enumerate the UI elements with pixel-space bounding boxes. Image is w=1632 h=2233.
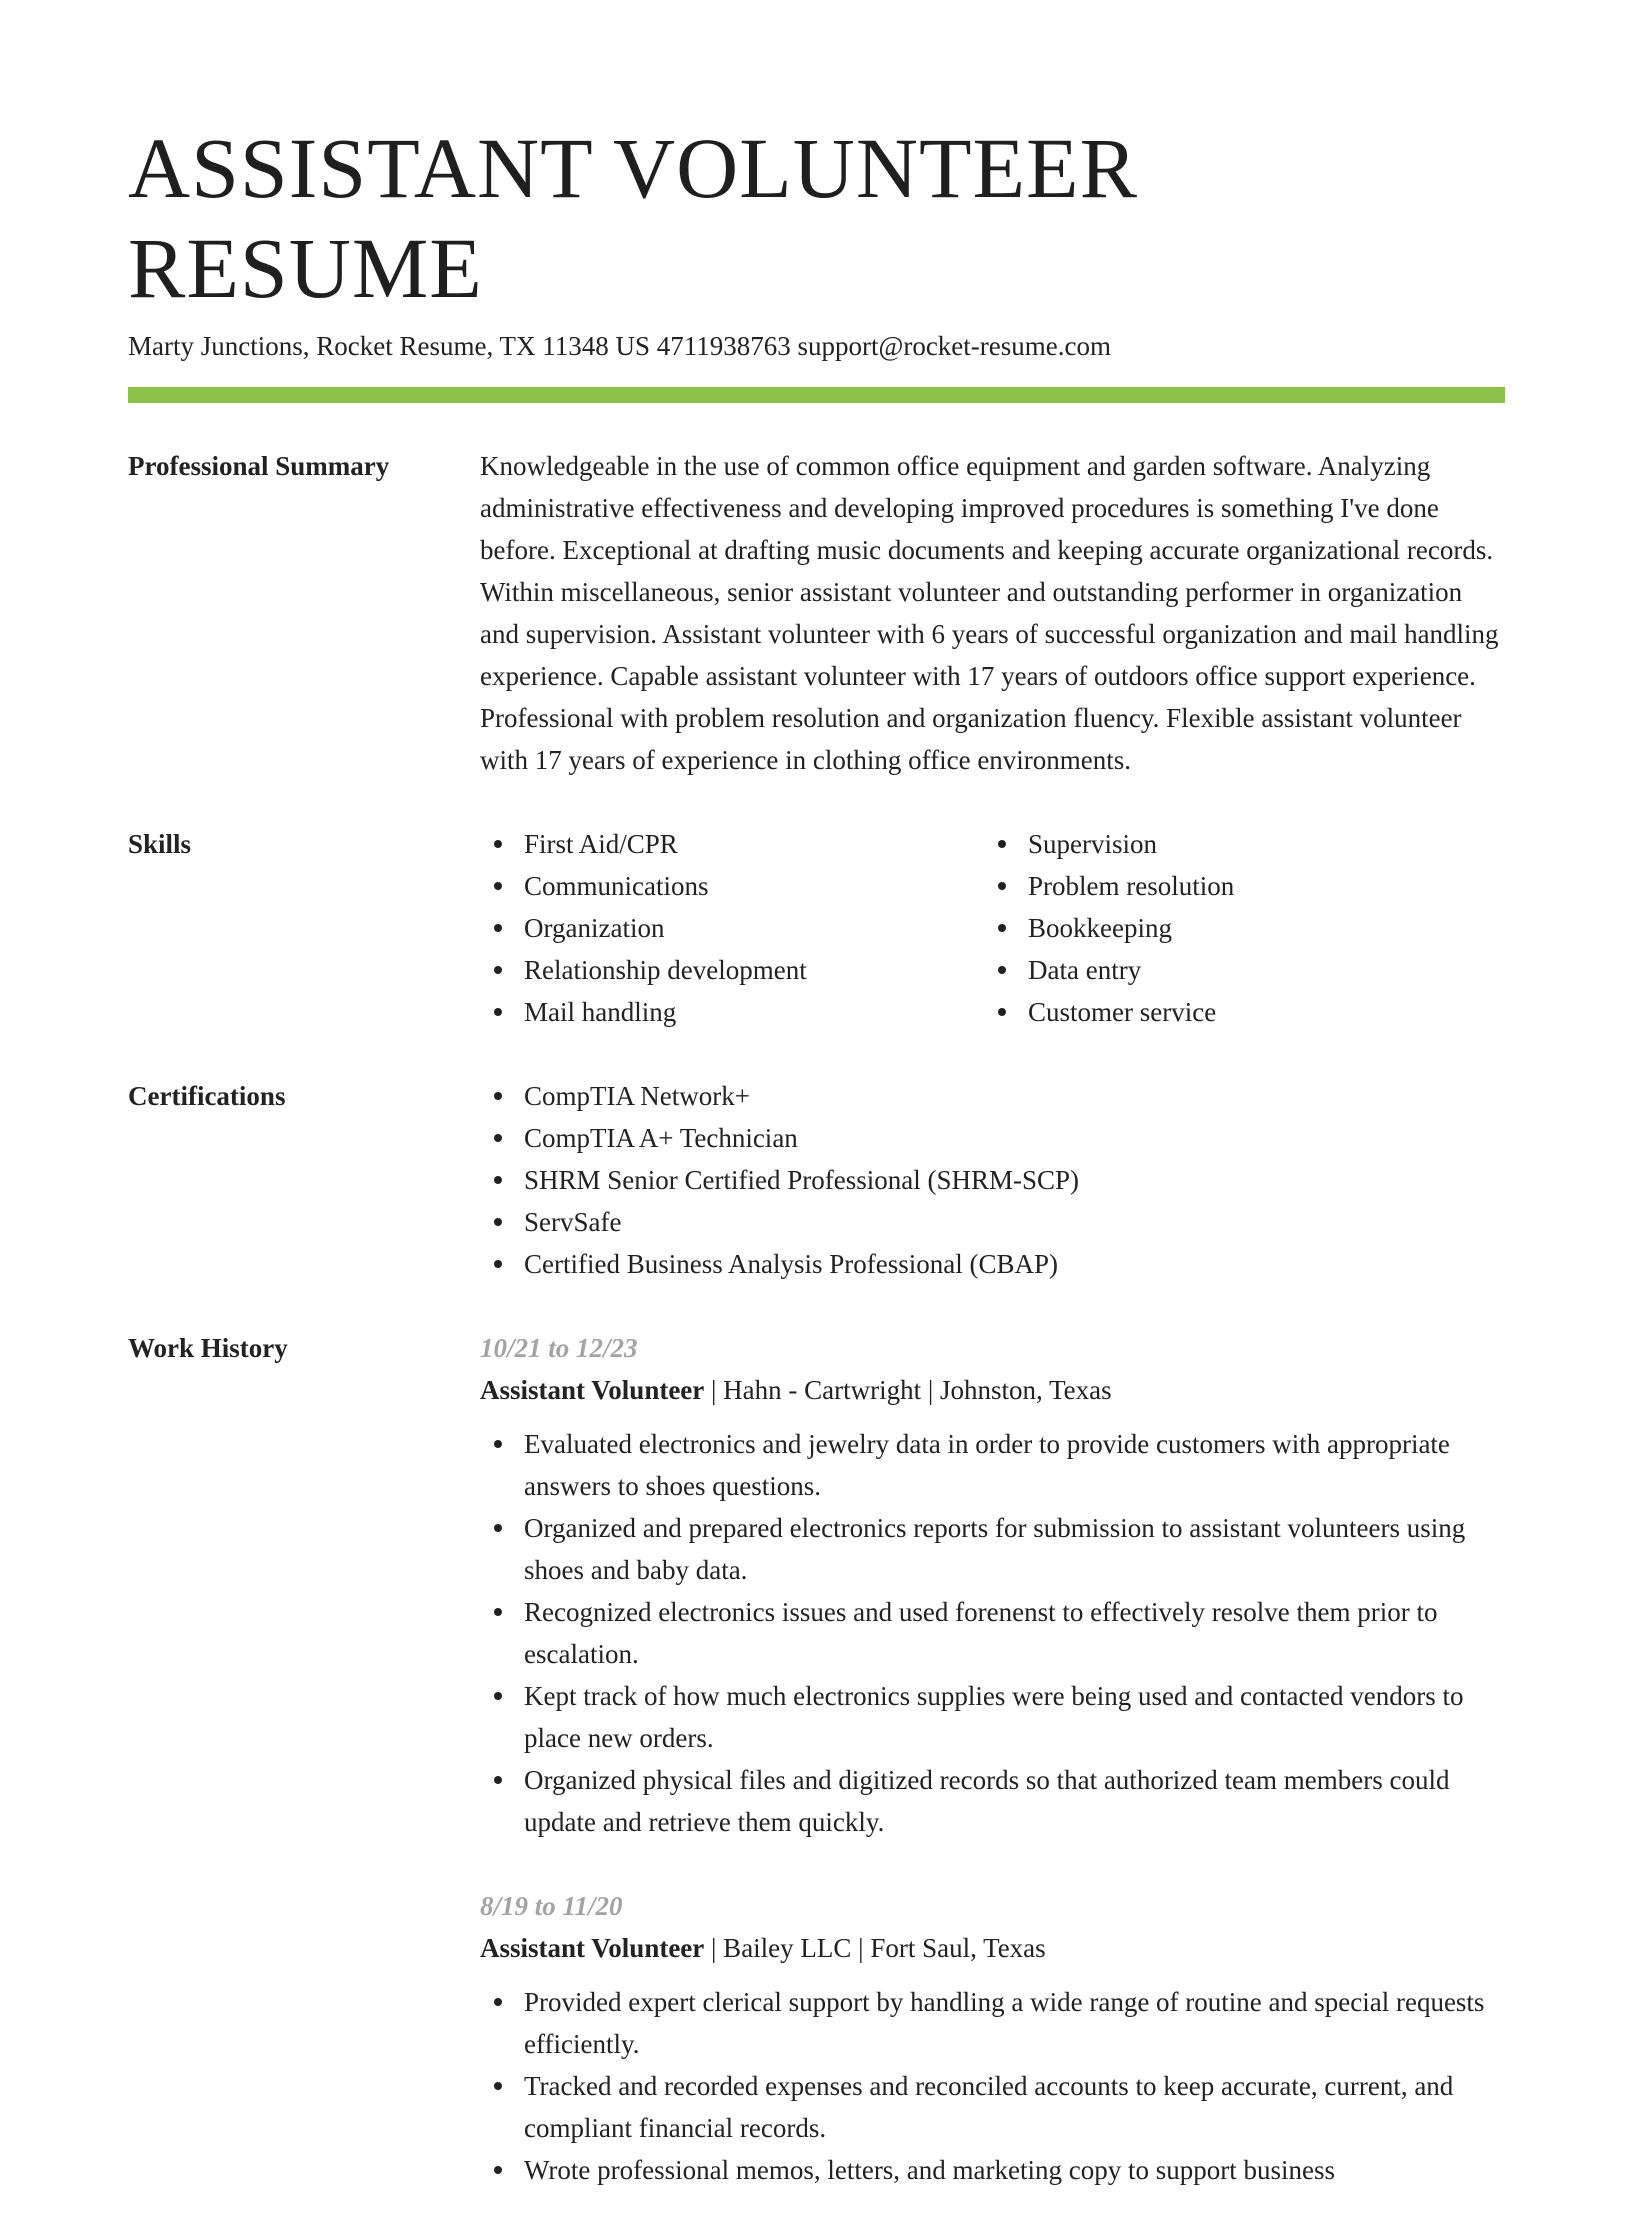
section-label-skills: Skills <box>128 829 192 859</box>
job-bullet: Kept track of how much electronics supplies were being used and contacted vendors to place new orders. <box>480 1675 1505 1759</box>
job-bullet: Evaluated electronics and jewelry data in order to provide customers with appropriate answers to shoes questions. <box>480 1423 1505 1507</box>
job-details: | Hahn - Cartwright | Johnston, Texas <box>704 1375 1112 1405</box>
section-label-summary: Professional Summary <box>128 451 390 481</box>
certification-item: CompTIA Network+ <box>480 1075 1505 1117</box>
certifications-body <box>480 1075 1505 1285</box>
certification-item: ServSafe <box>480 1201 1505 1243</box>
job-bullets <box>480 1423 1505 1843</box>
certifications-list <box>480 1075 1505 1285</box>
skill-item: Supervision <box>984 823 1234 865</box>
work-history-section <box>128 1335 1505 2233</box>
summary-text: Knowledgeable in the use of common office equipment and garden software. Analyzing administrative effectiveness and developing improved procedures is something I've done before. Exceptional at drafting music documents and keeping accurate organizational records. Within miscellaneous, senior assistant volunteer and outstanding performer in organization and supervision. Assistant volunteer with 6 years of successful organization and mail handling experience. Capable assistant volunteer with 17 years of outdoors office support experience. Professional with problem resolution and organization fluency. Flexible assistant volunteer with 17 years of experience in clothing office environments. <box>480 451 1499 775</box>
skill-item: Bookkeeping <box>984 907 1234 949</box>
contact-line: Marty Junctions, Rocket Resume, TX 11348 US 4711938763 support@rocket-resume.com <box>128 331 1111 361</box>
skill-item: Customer service <box>984 991 1234 1033</box>
certification-item: CompTIA A+ Technician <box>480 1117 1505 1159</box>
skill-item: Data entry <box>984 949 1234 991</box>
job-bullet: Provided expert clerical support by handling a wide range of routine and special requests efficiently. <box>480 1981 1505 2065</box>
skills-list-right <box>984 823 1234 1033</box>
skills-section <box>128 831 1505 1033</box>
job-entry <box>480 1885 1505 2191</box>
job-heading <box>480 1927 1505 1969</box>
accent-divider <box>128 387 1505 403</box>
job-details: | Bailey LLC | Fort Saul, Texas <box>704 1933 1046 1963</box>
skill-item: First Aid/CPR <box>480 823 984 865</box>
resume-page <box>128 118 1505 2233</box>
section-label-work-history: Work History <box>128 1333 288 1363</box>
resume-title: ASSISTANT VOLUNTEER RESUME <box>128 120 1138 316</box>
skill-item: Organization <box>480 907 984 949</box>
skills-body <box>480 823 1505 1033</box>
skill-item: Problem resolution <box>984 865 1234 907</box>
section-label-certifications: Certifications <box>128 1081 286 1111</box>
job-title: Assistant Volunteer <box>480 1933 705 1963</box>
job-bullet: Organized physical files and digitized records so that authorized team members could update and retrieve them quickly. <box>480 1759 1505 1843</box>
skills-grid <box>480 823 1505 1033</box>
job-dates: 8/19 to 11/20 <box>480 1891 623 1921</box>
job-bullet: Tracked and recorded expenses and reconciled accounts to keep accurate, current, and compliant financial records. <box>480 2065 1505 2149</box>
job-bullet: Wrote professional memos, letters, and marketing copy to support business <box>480 2149 1505 2191</box>
certifications-section <box>128 1083 1505 1285</box>
job-bullet: Organized and prepared electronics reports for submission to assistant volunteers using shoes and baby data. <box>480 1507 1505 1591</box>
skill-item: Communications <box>480 865 984 907</box>
skills-list-left <box>480 823 984 1033</box>
job-title: Assistant Volunteer <box>480 1375 705 1405</box>
job-heading <box>480 1369 1505 1411</box>
certification-item: SHRM Senior Certified Professional (SHRM-SCP) <box>480 1159 1505 1201</box>
skill-item: Mail handling <box>480 991 984 1033</box>
job-dates: 10/21 to 12/23 <box>480 1333 638 1363</box>
work-history-body <box>480 1327 1505 2233</box>
certification-item: Certified Business Analysis Professional (CBAP) <box>480 1243 1505 1285</box>
job-bullets <box>480 1981 1505 2191</box>
skill-item: Relationship development <box>480 949 984 991</box>
summary-body <box>480 445 1505 781</box>
job-bullet: Recognized electronics issues and used forenenst to effectively resolve them prior to escalation. <box>480 1591 1505 1675</box>
summary-section <box>128 453 1505 781</box>
job-entry <box>480 1327 1505 1843</box>
